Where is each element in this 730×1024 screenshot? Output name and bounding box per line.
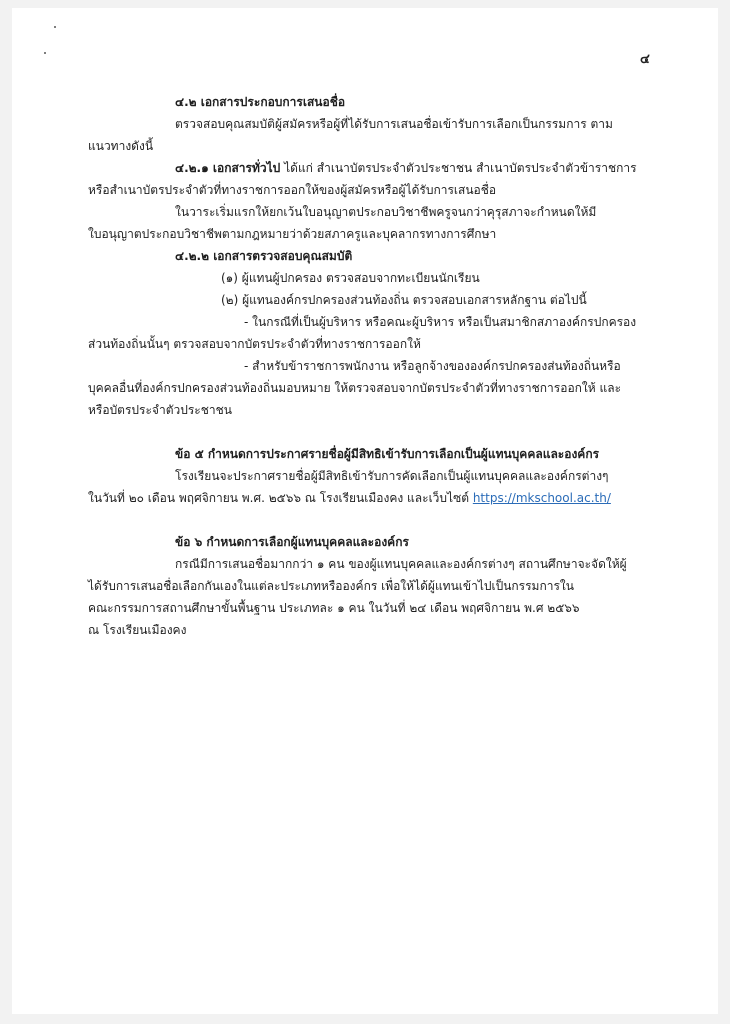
section-4-2-1-text: ได้แก่ สำเนาบัตรประจำตัวประชาชน สำเนาบัตรประจำตัวข้าราชการ: [280, 161, 637, 175]
section-6-line-2: ได้รับการเสนอชื่อเลือกกันเองในแต่ละประเภทหรือองค์กร เพื่อให้ได้ผู้แทนเข้าไปเป็นกรรมการใน: [88, 579, 574, 593]
section-6-heading: ข้อ ๖ กำหนดการเลือกผู้แทนบุคคลและองค์กร: [175, 535, 409, 549]
section-4-2-1-label: ๔.๒.๑ เอกสารทั่วไป: [175, 161, 281, 175]
section-4-2-intro-line-2: แนวทางดังนี้: [88, 139, 154, 153]
document-page: [12, 8, 718, 1014]
section-4-2-1-line-1: [175, 160, 637, 176]
sub-item-2-line-2: บุคคลอื่นที่องค์กรปกครองส่วนท้องถิ่นมอบหมาย ให้ตรวจสอบจากบัตรประจำตัวที่ทางราชการออกให้ และ: [88, 381, 622, 395]
section-4-2-heading: ๔.๒ เอกสารประกอบการเสนอชื่อ: [175, 95, 346, 109]
section-5-line-2: [88, 490, 611, 506]
section-4-2-1-para2-line-1: ในวาระเริ่มแรกให้ยกเว้นใบอนุญาตประกอบวิชาชีพครูจนกว่าคุรุสภาจะกำหนดให้มี: [175, 205, 597, 219]
page-number: ๔: [640, 52, 650, 67]
sub-item-2-line-3: หรือบัตรประจำตัวประชาชน: [88, 403, 232, 417]
section-5-heading: ข้อ ๕ กำหนดการประกาศรายชื่อผู้มีสิทธิเข้ารับการเลือกเป็นผู้แทนบุคคลและองค์กร: [175, 447, 600, 461]
section-4-2-2-heading: ๔.๒.๒ เอกสารตรวจสอบคุณสมบัติ: [175, 249, 353, 263]
sub-item-2-line-1: - สำหรับข้าราชการพนักงาน หรือลูกจ้างขององค์กรปกครองส่นท้องถิ่นหรือ: [244, 359, 621, 373]
section-4-2-1-para2-line-2: ใบอนุญาตประกอบวิชาชีพตามกฎหมายว่าด้วยสภาครูและบุคลากรทางการศึกษา: [88, 227, 497, 241]
sub-item-1-line-1: - ในกรณีที่เป็นผู้บริหาร หรือคณะผู้บริหาร หรือเป็นสมาชิกสภาองค์กรปกครอง: [244, 315, 637, 329]
section-5-line-1: โรงเรียนจะประกาศรายชื่อผู้มีสิทธิเข้ารับการคัดเลือกเป็นผู้แทนบุคคลและองค์กรต่างๆ: [175, 469, 609, 483]
section-5-line-2-text: ในวันที่ ๒๐ เดือน พฤศจิกายน พ.ศ. ๒๕๖๖ ณ โรงเรียนเมืองคง และเว็บไซต์: [88, 491, 473, 505]
scan-speck: [54, 26, 56, 28]
section-4-2-1-line-2: หรือสำเนาบัตรประจำตัวที่ทางราชการออกให้ของผู้สมัครหรือผู้ได้รับการเสนอชื่อ: [88, 183, 497, 197]
list-item-1: (๑) ผู้แทนผู้ปกครอง ตรวจสอบจากทะเบียนนักเรียน: [221, 271, 480, 285]
website-link[interactable]: https://mkschool.ac.th/: [472, 491, 611, 505]
section-6-line-1: กรณีมีการเสนอชื่อมากกว่า ๑ คน ของผู้แทนบุคคลและองค์กรต่างๆ สถานศึกษาจะจัดให้ผู้: [175, 557, 627, 571]
scan-speck: [44, 52, 46, 54]
section-6-line-3: คณะกรรมการสถานศึกษาขั้นพื้นฐาน ประเภทละ ๑ คน ในวันที่ ๒๔ เดือน พฤศจิกายน พ.ศ ๒๕๖๖: [88, 601, 580, 615]
section-6-line-4: ณ โรงเรียนเมืองคง: [88, 623, 187, 637]
sub-item-1-line-2: ส่วนท้องถิ่นนั้นๆ ตรวจสอบจากบัตรประจำตัวที่ทางราชการออกให้: [88, 337, 421, 351]
list-item-2: (๒) ผู้แทนองค์กรปกครองส่วนท้องถิ่น ตรวจสอบเอกสารหลักฐาน ต่อไปนี้: [221, 293, 587, 307]
section-4-2-intro-line-1: ตรวจสอบคุณสมบัติผู้สมัครหรือผู้ที่ได้รับการเสนอชื่อเข้ารับการเลือกเป็นกรรมการ ตาม: [175, 117, 613, 131]
